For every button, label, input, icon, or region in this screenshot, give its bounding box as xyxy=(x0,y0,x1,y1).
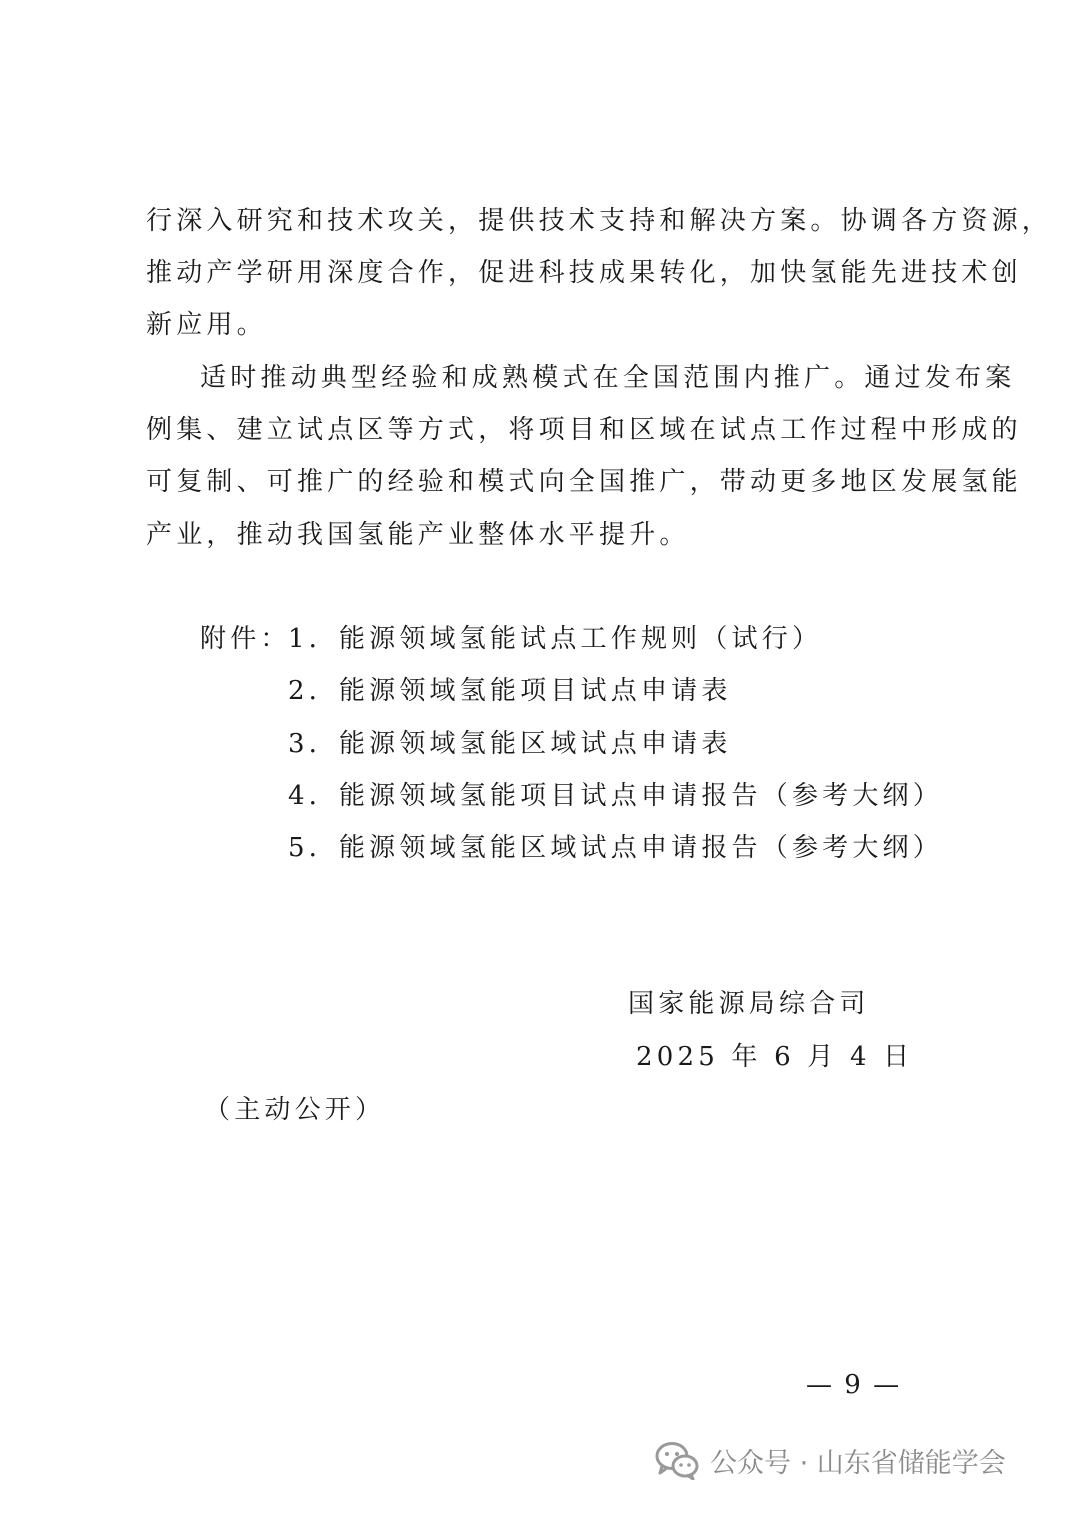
attachment-item-2: 2．能源领域氢能项目试点申请表 xyxy=(288,676,732,706)
paragraph-2-line-4: 产业，推动我国氢能产业整体水平提升。 xyxy=(146,520,690,550)
attachment-item-5: 5．能源领域氢能区域试点申请报告（参考大纲） xyxy=(288,833,943,863)
issuer-signature: 国家能源局综合司 xyxy=(628,989,870,1019)
paragraph-2-line-3: 可复制、可推广的经验和模式向全国推广，带动更多地区发展氢能 xyxy=(146,467,1022,497)
attachment-item-3: 3．能源领域氢能区域试点申请表 xyxy=(288,729,732,759)
wechat-watermark xyxy=(654,1438,1006,1482)
paragraph-1-line-2: 推动产学研用深度合作，促进科技成果转化，加快氢能先进技术创 xyxy=(146,258,1022,288)
page-number: — 9 — xyxy=(806,1370,902,1400)
disclosure-note: （主动公开） xyxy=(204,1095,386,1125)
paragraph-2-line-1: 适时推动典型经验和成熟模式在全国范围内推广。通过发布案 xyxy=(200,363,1016,393)
attachments-label: 附件： xyxy=(200,624,291,654)
paragraph-1-line-1: 行深入研究和技术攻关，提供技术支持和解决方案。协调各方资源， xyxy=(146,206,1053,236)
attachment-item-4: 4．能源领域氢能项目试点申请报告（参考大纲） xyxy=(288,781,943,811)
watermark-text: 公众号 · 山东省储能学会 xyxy=(710,1447,1006,1479)
issue-date: 2025 年 6 月 4 日 xyxy=(636,1042,914,1072)
attachment-item-1: 1．能源领域氢能试点工作规则（试行） xyxy=(288,624,823,654)
wechat-icon xyxy=(654,1440,700,1480)
paragraph-2-line-2: 例集、建立试点区等方式，将项目和区域在试点工作过程中形成的 xyxy=(146,415,1022,445)
paragraph-1-line-3: 新应用。 xyxy=(146,310,267,340)
